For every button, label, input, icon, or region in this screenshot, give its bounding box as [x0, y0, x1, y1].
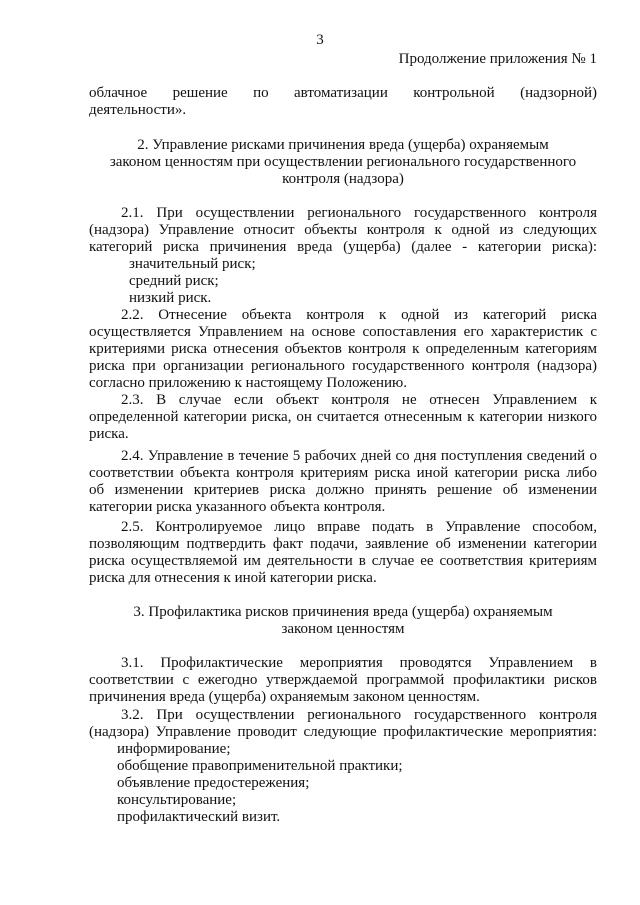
paragraph-line: 3.2. При осуществлении регионального государственного контроля — [121, 707, 597, 723]
list-item: низкий риск. — [129, 290, 212, 306]
text-line: облачное решение по автоматизации контрольной (надзорной) — [89, 85, 597, 101]
section-heading: законом ценностям при осуществлении регионального государственного — [109, 154, 577, 170]
page-number: 3 — [316, 32, 324, 48]
paragraph-line: 2.4. Управление в течение 5 рабочих дней со дня поступления сведений о — [121, 448, 597, 464]
paragraph-line: риска осуществляемой им деятельности в случае ее соответствия критериям — [89, 553, 597, 569]
paragraph-line: определенной категории риска, он считается отнесенным к категории низкого — [89, 409, 597, 425]
paragraph-line: риска при организации регионального государственного контроля (надзора) — [89, 358, 597, 374]
paragraph-line: 3.1. Профилактические мероприятия проводятся Управлением в — [121, 655, 597, 671]
appendix-note: Продолжение приложения № 1 — [398, 51, 597, 67]
paragraph-line: согласно приложению к настоящему Положению. — [89, 375, 408, 391]
text-line: деятельности». — [89, 102, 187, 118]
list-item: консультирование; — [117, 792, 237, 808]
paragraph-line: причинения вреда (ущерба) охраняемым законом ценностям. — [89, 689, 480, 705]
paragraph-line: соответствии объекта контроля критериям риска иной категории риска либо — [89, 465, 597, 481]
list-item: объявление предостережения; — [117, 775, 310, 791]
paragraph-line: категории риска указанного объекта контроля. — [89, 499, 386, 515]
paragraph-line: риска для отнесения к иной категории риска. — [89, 570, 377, 586]
paragraph-line: критериями риска отнесения объектов контроля к определенным категориям — [89, 341, 597, 357]
list-item: информирование; — [117, 741, 231, 757]
section-heading: контроля (надзора) — [282, 171, 404, 187]
section-heading: 2. Управление рисками причинения вреда (ущерба) охраняемым — [137, 137, 549, 153]
list-item: профилактический визит. — [117, 809, 281, 825]
paragraph-line: 2.3. В случае если объект контроля не отнесен Управлением к — [121, 392, 597, 408]
paragraph-line: риска. — [89, 426, 129, 442]
paragraph-line: позволяющим подтвердить факт подачи, заявление об изменении категории — [89, 536, 597, 552]
paragraph-line: 2.1. При осуществлении регионального государственного контроля — [121, 205, 597, 221]
paragraph-line: категорий риска причинения вреда (ущерба) (далее - категории риска): — [89, 239, 597, 255]
paragraph-line: (надзора) Управление проводит следующие профилактические мероприятия: — [89, 724, 597, 740]
paragraph-line: об изменении критериев риска должно принять решение об изменении — [89, 482, 597, 498]
paragraph-line: (надзора) Управление относит объекты контроля к одной из следующих — [89, 222, 597, 238]
paragraph-line: соответствии с ежегодно утверждаемой программой профилактики рисков — [89, 672, 597, 688]
paragraph-line: 2.5. Контролируемое лицо вправе подать в Управление способом, — [121, 519, 597, 535]
list-item: значительный риск; — [129, 256, 256, 272]
section-heading: 3. Профилактика рисков причинения вреда (ущерба) охраняемым — [133, 604, 553, 620]
paragraph-line: 2.2. Отнесение объекта контроля к одной из категорий риска — [121, 307, 597, 323]
list-item: средний риск; — [129, 273, 219, 289]
paragraph-line: осуществляется Управлением на основе сопоставления его характеристик с — [89, 324, 597, 340]
section-heading: законом ценностям — [281, 621, 405, 637]
list-item: обобщение правоприменительной практики; — [117, 758, 403, 774]
